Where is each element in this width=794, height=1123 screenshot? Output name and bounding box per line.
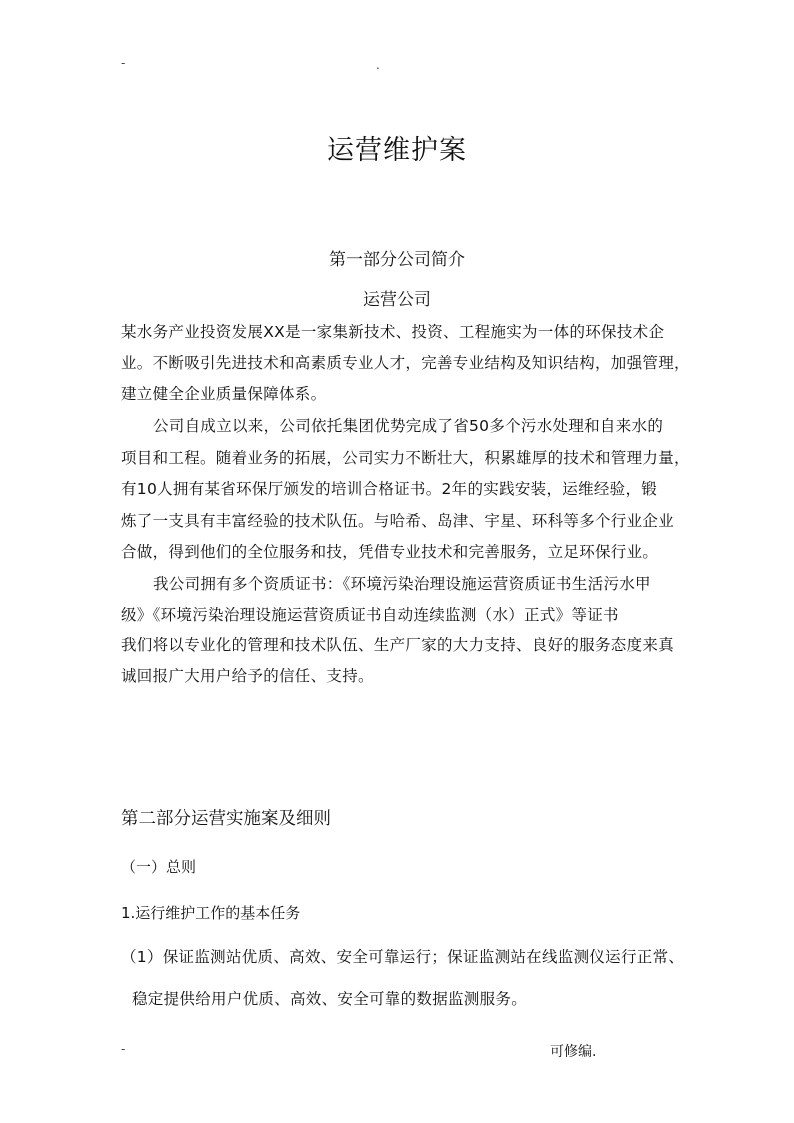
footer-editable-note: 可修编.: [550, 1044, 597, 1060]
document-title: 运营维护案: [327, 135, 467, 166]
company-name: 运营公司: [363, 290, 431, 310]
header-right-mark: .: [376, 58, 380, 72]
para1-line-1: 某水务产业投资发展XX是一家集新技术、投资、工程施实为一体的环保技术企: [121, 323, 665, 341]
para4-line-2: 诚回报广大用户给予的信任、支持。: [121, 667, 374, 685]
item1-heading: 1.运行维护工作的基本任务: [121, 904, 301, 922]
item1-line-2: 稳定提供给用户优质、高效、安全可靠的数据监测服务。: [132, 990, 528, 1008]
footer-left-mark: -: [121, 1042, 126, 1056]
part2-heading: 第二部分运营实施案及细则: [121, 809, 331, 829]
para2-line-1: 公司自成立以来，公司依托集团优势完成了省50多个污水处理和自来水的: [153, 417, 664, 435]
para1-line-2: 业。不断吸引先进技术和高素质专业人才，完善专业结构及知识结构，加强管理，: [121, 354, 690, 372]
part1-heading: 第一部分公司简介: [329, 250, 465, 270]
para3-line-2: 级》《环境污染治理设施运营资质证书自动连续监测（水）正式》等证书: [121, 606, 619, 624]
para2-line-2: 项目和工程。随着业务的拓展，公司实力不断壮大，积累雄厚的技术和管理力量，: [121, 449, 690, 467]
general-rules-heading: （一）总则: [121, 858, 197, 876]
para2-line-4: 炼了一支具有丰富经验的技术队伍。与哈希、岛津、宇星、环科等多个行业企业: [121, 512, 675, 530]
header-left-mark: -: [121, 56, 126, 70]
para3-line-1: 我公司拥有多个资质证书：《环境污染治理设施运营资质证书生活污水甲: [153, 575, 651, 593]
para2-line-3: 有10人拥有某省环保厅颁发的培训合格证书。2年的实践安装，运维经验，锻: [121, 480, 658, 498]
para2-line-5: 合做，得到他们的全位服务和技，凭借专业技术和完善服务，立足环保行业。: [121, 543, 659, 561]
para4-line-1: 我们将以专业化的管理和技术队伍、生产厂家的大力支持、良好的服务态度来真: [121, 636, 675, 654]
para1-line-3: 建立健全企业质量保障体系。: [121, 385, 327, 403]
item1-line-1: （1）保证监测站优质、高效、安全可靠运行；保证监测站在线监测仪运行正常、: [121, 948, 685, 966]
